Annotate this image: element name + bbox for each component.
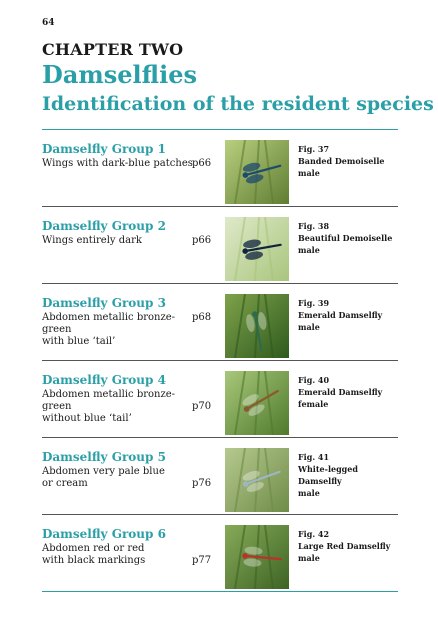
group-description xyxy=(42,543,202,567)
group-page-ref: p66 xyxy=(192,235,212,246)
figure-species: Beautiful Demoiselle xyxy=(298,233,393,243)
photo-graphic xyxy=(225,371,289,435)
figure-species: White-legged Damselfly xyxy=(298,464,358,486)
group-description xyxy=(42,235,202,247)
photo-graphic xyxy=(225,140,289,204)
group-title: Damselfly Group 2 xyxy=(42,219,166,233)
photo-graphic xyxy=(225,448,289,512)
group-row xyxy=(42,361,398,438)
figure-sex: male xyxy=(298,322,320,332)
damselfly-photo xyxy=(225,525,289,589)
group-description-line: with black markings xyxy=(42,555,146,566)
damselfly-photo xyxy=(225,448,289,512)
figure-number: Fig. 39 xyxy=(298,298,330,308)
group-title: Damselfly Group 5 xyxy=(42,450,166,464)
figure-caption xyxy=(298,374,398,410)
figure-sex: male xyxy=(298,245,320,255)
figure-sex: female xyxy=(298,399,329,409)
figure-number: Fig. 40 xyxy=(298,375,330,385)
figure-caption xyxy=(298,297,398,333)
group-row xyxy=(42,130,398,207)
group-title: Damselfly Group 4 xyxy=(42,373,166,387)
page-subtitle: Identification of the resident species xyxy=(42,93,434,115)
group-description-line: Abdomen metallic bronze-green xyxy=(42,389,176,412)
group-description-line: Wings entirely dark xyxy=(42,235,142,246)
figure-number: Fig. 42 xyxy=(298,529,330,539)
group-page-ref: p70 xyxy=(192,401,212,412)
group-description-line: Abdomen very pale blue xyxy=(42,466,165,477)
group-description xyxy=(42,466,202,490)
group-page-ref: p68 xyxy=(192,312,212,323)
damselfly-photo xyxy=(225,217,289,281)
group-title: Damselfly Group 3 xyxy=(42,296,166,310)
group-row xyxy=(42,438,398,515)
group-description xyxy=(42,389,202,425)
damselfly-photo xyxy=(225,140,289,204)
figure-sex: male xyxy=(298,553,320,563)
group-description xyxy=(42,158,202,170)
figure-caption xyxy=(298,220,398,256)
group-description-line: Wings with dark-blue patches xyxy=(42,158,193,169)
group-description-line: or cream xyxy=(42,478,88,489)
figure-number: Fig. 38 xyxy=(298,221,330,231)
group-list xyxy=(42,130,398,592)
figure-species: Emerald Damselfly xyxy=(298,310,383,320)
figure-number: Fig. 37 xyxy=(298,144,330,154)
damselfly-photo xyxy=(225,294,289,358)
figure-caption xyxy=(298,143,398,179)
group-page-ref: p66 xyxy=(192,158,212,169)
figure-sex: male xyxy=(298,488,320,498)
group-description-line: Abdomen metallic bronze-green xyxy=(42,312,176,335)
group-description-line: Abdomen red or red xyxy=(42,543,145,554)
photo-graphic xyxy=(225,525,289,589)
group-title: Damselfly Group 1 xyxy=(42,142,166,156)
group-row xyxy=(42,515,398,592)
group-title: Damselfly Group 6 xyxy=(42,527,166,541)
group-description-line: with blue ‘tail’ xyxy=(42,336,116,347)
figure-species: Emerald Damselfly xyxy=(298,387,383,397)
photo-graphic xyxy=(225,294,289,358)
damselfly-photo xyxy=(225,371,289,435)
group-row xyxy=(42,284,398,361)
figure-caption xyxy=(298,528,398,564)
group-page-ref: p76 xyxy=(192,478,212,489)
group-description-line: without blue ‘tail’ xyxy=(42,413,132,424)
group-row xyxy=(42,207,398,284)
photo-graphic xyxy=(225,217,289,281)
page-title: Damselflies xyxy=(42,60,198,89)
figure-number: Fig. 41 xyxy=(298,452,330,462)
chapter-label: CHAPTER TWO xyxy=(42,40,184,59)
group-page-ref: p77 xyxy=(192,555,212,566)
figure-caption xyxy=(298,451,398,499)
figure-sex: male xyxy=(298,168,320,178)
figure-species: Banded Demoiselle xyxy=(298,156,385,166)
figure-species: Large Red Damselfly xyxy=(298,541,391,551)
group-description xyxy=(42,312,202,348)
page-number: 64 xyxy=(42,18,55,28)
